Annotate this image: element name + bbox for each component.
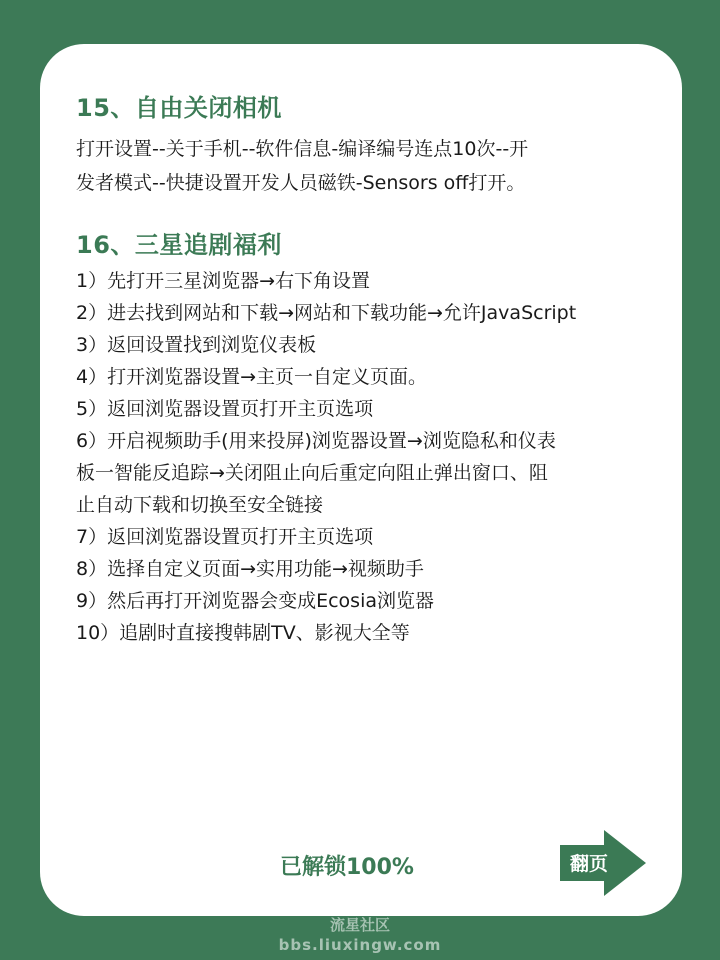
- section-15-paragraph: [76, 132, 646, 200]
- watermark-url: bbs.liuxingw.com: [278, 936, 442, 954]
- section-15-line-1: 打开设置--关于手机--软件信息-编译编号连点10次--开: [76, 138, 529, 160]
- unlock-status: 已解锁100%: [280, 855, 414, 880]
- next-page-button[interactable]: [560, 830, 646, 896]
- watermark-name: 流星社区: [329, 916, 390, 934]
- list-item: 4）打开浏览器设置→主页一自定义页面。: [76, 366, 428, 388]
- list-item: 3）返回设置找到浏览仪表板: [76, 334, 317, 356]
- list-item: 8）选择自定义页面→实用功能→视频助手: [76, 558, 424, 580]
- list-item: 10）追剧时直接搜韩剧TV、影视大全等: [76, 622, 410, 644]
- next-page-label: 翻页: [570, 853, 609, 875]
- section-16-title: 16、三星追剧福利: [76, 231, 282, 259]
- list-item: 6）开启视频助手(用来投屏)浏览器设置→浏览隐私和仪表 板一智能反追踪→关闭阻止向后重定向阻止弹出窗口、阻 止自动下载和切换至安全链接: [76, 430, 556, 516]
- list-item: 7）返回浏览器设置页打开主页选项: [76, 526, 374, 548]
- section-15-title: 15、自由关闭相机: [76, 94, 282, 122]
- steps-list: [76, 265, 666, 649]
- section-15-line-2: 发者模式--快捷设置开发人员磁铁-Sensors off打开。: [76, 172, 526, 194]
- list-item: 2）进去找到网站和下载→网站和下载功能→允许JavaScript: [76, 302, 577, 324]
- list-item: 5）返回浏览器设置页打开主页选项: [76, 398, 374, 420]
- list-item: 9）然后再打开浏览器会变成Ecosia浏览器: [76, 590, 434, 612]
- list-item: 1）先打开三星浏览器→右下角设置: [76, 270, 371, 292]
- content-card: [40, 44, 682, 916]
